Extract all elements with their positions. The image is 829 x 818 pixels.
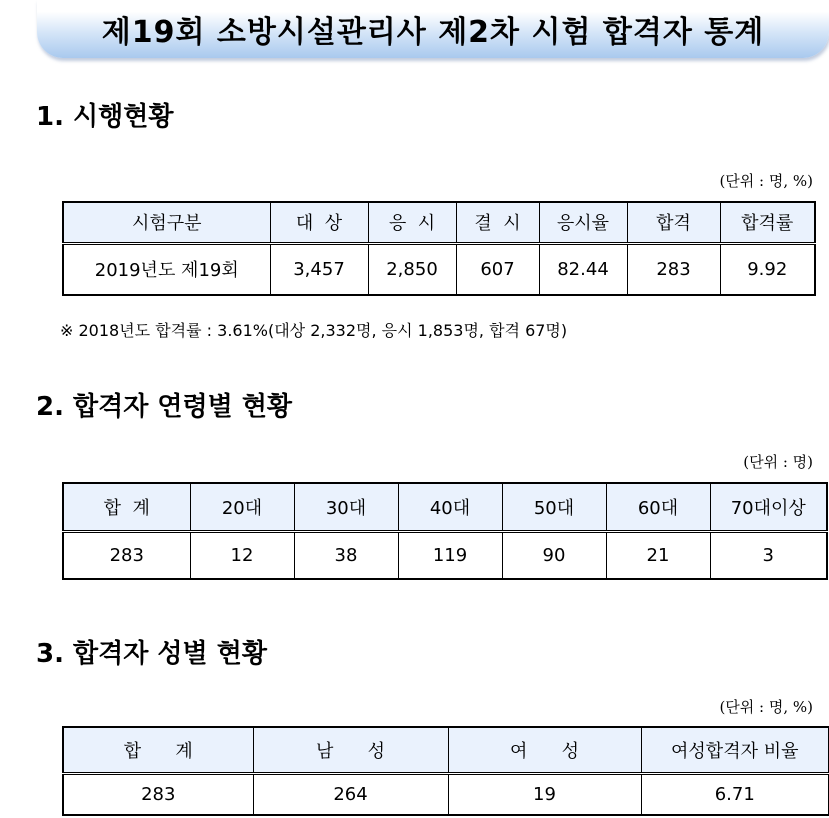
- table-cell: 3: [710, 531, 827, 579]
- unit-label-exam-status: (단위 : 명, %): [719, 172, 813, 190]
- header-cell: 합격률: [720, 202, 815, 243]
- header-cell: 30대: [294, 483, 398, 531]
- table-cell: 19: [448, 773, 641, 815]
- header-cell: 남 성: [253, 727, 448, 773]
- table-cell: 264: [253, 773, 448, 815]
- header-cell: 60대: [606, 483, 710, 531]
- page-title: 제19회 소방시설관리사 제2차 시험 합격자 통계: [101, 15, 765, 50]
- header-cell: 여 성: [448, 727, 641, 773]
- table-row: [63, 243, 815, 295]
- title-banner: [37, 0, 829, 58]
- gender-table: [62, 726, 829, 816]
- header-cell: 시험구분: [63, 202, 270, 243]
- table-row: [63, 773, 829, 815]
- table-cell: 283: [63, 773, 253, 815]
- header-cell: 대 상: [270, 202, 368, 243]
- table-cell: 21: [606, 531, 710, 579]
- table-cell: 82.44: [539, 243, 627, 295]
- header-cell: 40대: [398, 483, 502, 531]
- table-row: [63, 531, 827, 579]
- section-heading-gender: 3. 합격자 성별 현황: [36, 639, 267, 669]
- table-cell: 283: [627, 243, 720, 295]
- table-cell: 6.71: [641, 773, 829, 815]
- header-cell: 20대: [190, 483, 294, 531]
- table-cell: 119: [398, 531, 502, 579]
- header-cell: 합 계: [63, 483, 190, 531]
- section-heading-age: 2. 합격자 연령별 현황: [36, 392, 293, 422]
- age-table: [62, 482, 828, 580]
- header-cell: 응 시: [368, 202, 456, 243]
- table-cell: 9.92: [720, 243, 815, 295]
- header-cell: 합격: [627, 202, 720, 243]
- header-cell: 70대이상: [710, 483, 827, 531]
- table-cell: 2019년도 제19회: [63, 243, 270, 295]
- exam-status-table: [62, 201, 816, 296]
- section-heading-exam-status: 1. 시행현황: [36, 102, 174, 132]
- header-cell: 응시율: [539, 202, 627, 243]
- footnote-2018: ※ 2018년도 합격률 : 3.61%(대상 2,332명, 응시 1,853명, 합격 67명): [60, 321, 568, 340]
- table-cell: 12: [190, 531, 294, 579]
- unit-label-gender: (단위 : 명, %): [719, 698, 813, 716]
- header-cell: 합 계: [63, 727, 253, 773]
- table-cell: 607: [456, 243, 539, 295]
- table-cell: 283: [63, 531, 190, 579]
- table-cell: 90: [502, 531, 606, 579]
- header-cell: 결 시: [456, 202, 539, 243]
- header-cell: 50대: [502, 483, 606, 531]
- unit-label-age: (단위 : 명): [743, 453, 813, 471]
- table-cell: 38: [294, 531, 398, 579]
- table-cell: 2,850: [368, 243, 456, 295]
- table-cell: 3,457: [270, 243, 368, 295]
- header-cell: 여성합격자 비율: [641, 727, 829, 773]
